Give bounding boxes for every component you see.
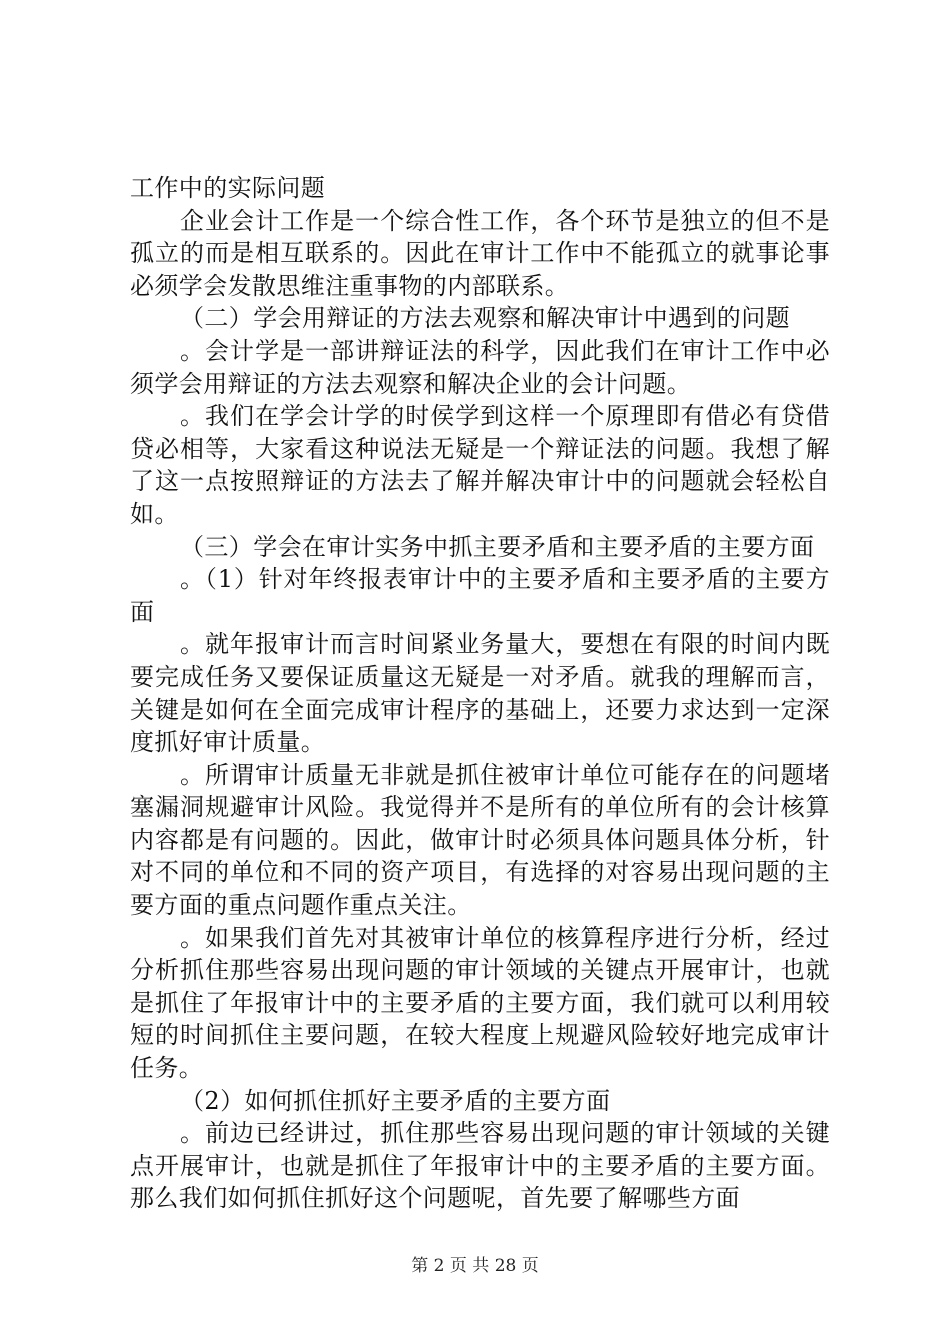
paragraph: 。我们在学会计学的时侯学到这样一个原理即有借必有贷借贷必相等，大家看这种说法无疑是一个辩证法的问题。我想了解了这一点按照辩证的方法去了解并解决审计中的问题就会轻松自如。: [130, 402, 830, 528]
paragraph: 企业会计工作是一个综合性工作，各个环节是独立的但不是孤立的而是相互联系的。因此在审计工作中不能孤立的就事论事必须学会发散思维注重事物的内部联系。: [130, 206, 830, 300]
section-heading: （二）学会用辩证的方法去观察和解决审计中遇到的问题: [180, 304, 790, 333]
paragraph: 工作中的实际问题: [130, 174, 326, 202]
paragraph: 。前边已经讲过，抓住那些容易出现问题的审计领域的关键点开展审计，也就是抓住了年报审计中的主要矛盾的主要方面。那么我们如何抓住抓好这个问题呢，首先要了解哪些方面: [130, 1119, 830, 1213]
subsection-heading: 。（1）针对年终报表审计中的主要矛盾和主要矛盾的主要方面: [130, 565, 830, 626]
document-body: [130, 172, 830, 1215]
paragraph: 。会计学是一部讲辩证法的科学，因此我们在审计工作中必须学会用辩证的方法去观察和解决企业的会计问题。: [130, 336, 830, 398]
section-heading: （三）学会在审计实务中抓主要矛盾和主要矛盾的主要方面: [180, 532, 815, 561]
page-footer: [0, 1256, 950, 1276]
paragraph: 。如果我们首先对其被审计单位的核算程序进行分析，经过分析抓住那些容易出现问题的审计领域的关键点开展审计，也就是抓住了年报审计中的主要矛盾的主要方面，我们就可以利用较短的时间抓住主要问题，在较大程度上规避风险较好地完成审计任务。: [130, 923, 830, 1083]
paragraph: 。就年报审计而言时间紧业务量大，要想在有限的时间内既要完成任务又要保证质量这无疑是一对矛盾。就我的理解而言，关键是如何在全面完成审计程序的基础上，还要力求达到一定深度抓好审计质量。: [130, 630, 830, 757]
page-number: 第 2 页 共 28 页: [411, 1256, 539, 1276]
subsection-heading: （2）如何抓住抓好主要矛盾的主要方面: [180, 1086, 611, 1115]
paragraph: 。所谓审计质量无非就是抓住被审计单位可能存在的问题堵塞漏洞规避审计风险。我觉得并不是所有的单位所有的会计核算内容都是有问题的。因此，做审计时必须具体问题具体分析，针对不同的单位和不同的资产项目，有选择的对容易出现问题的主要方面的重点问题作重点关注。: [130, 760, 830, 920]
